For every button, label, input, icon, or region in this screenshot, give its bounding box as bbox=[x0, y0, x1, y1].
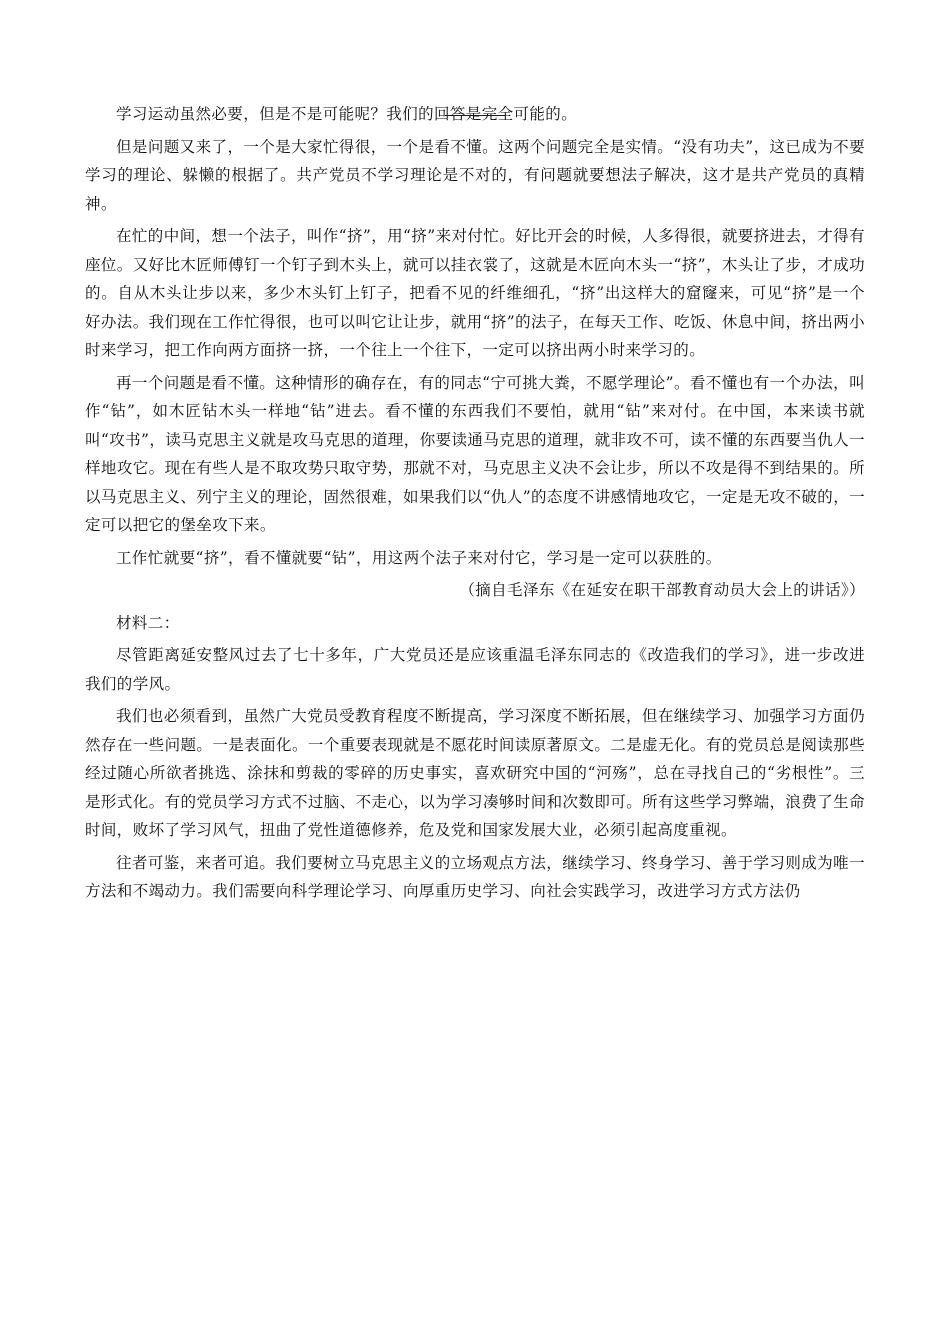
paragraph: 在忙的中间，想一个法子，叫作“挤”，用“挤”来对付忙。好比开会的时候，人多得很，就要挤进去，才得有座位。又好比木匠师傅钉一个钉子到木头上，就可以挂衣裳了，这就是木匠向木头一“挤”，木头让了步，才成功的。自从木头让步以来，多少木头钉上钉子，把看不见的纤维细孔，“挤”出这样大的窟窿来，可见“挤”是一个好办法。我们现在工作忙得很，也可以叫它让让步，就用“挤”的法子，在每天工作、吃饭、休息中间，挤出两小时来学习，把工作向两方面挤一挤，一个往上一个往下，一定可以挤出两小时来学习的。 bbox=[85, 227, 865, 359]
paragraph: 我们也必须看到，虽然广大党员受教育程度不断提高，学习深度不断拓展，但在继续学习、加强学习方面仍然存在一些问题。一是表面化。一个重要表现就是不愿花时间读原著原文。二是虚无化。有的党员总是阅读那些经过随心所欲者挑选、涂抹和剪裁的零碎的历史事实，喜欢研究中国的“河殇”，总在寻找自己的“劣根性”。三是形式化。有的党员学习方式不过脑、不走心，以为学习凑够时间和次数即可。所有这些学习弊端，浪费了生命时间，败坏了学习风气，扭曲了党性道德修养，危及党和国家发展大业，必须引起高度重视。 bbox=[85, 707, 865, 839]
source-citation: （摘自毛泽东《在延安在职干部教育动员大会上的讲话》） bbox=[459, 581, 865, 599]
paragraph: 工作忙就要“挤”，看不懂就要“钻”，用这两个法子来对付它，学习是一定可以获胜的。 bbox=[116, 548, 722, 567]
paragraph: 再一个问题是看不懂。这种情形的确存在，有的同志“宁可挑大粪，不愿学理论”。看不懂也有一个办法，叫作“钻”，如木匠钻木头一样地“钻”进去。看不懂的东西我们不要怕，就用“钻”来对付。在中国，本来读书就叫“攻书”，读马克思主义就是攻马克思的道理，你要读通马克思的道理，就非攻不可，读不懂的东西要当仇人一样地攻它。现在有些人是不取攻势只取守势，那就不对，马克思主义决不会让步，所以不攻是得不到结果的。所以马克思主义、列宁主义的理论，固然很难，如果我们以“仇人”的态度不讲感情地攻它，一定是无攻不破的，一定可以把它的堡垒攻下来。 bbox=[85, 373, 865, 534]
material-two bbox=[85, 609, 865, 906]
paragraph: 尽管距离延安整风过去了七十多年，广大党员还是应该重温毛泽东同志的《改造我们的学习》，进一步改进我们的学风。 bbox=[85, 646, 865, 693]
material-one bbox=[85, 100, 865, 605]
section-label: 材料二： bbox=[116, 613, 180, 632]
paragraph: 但是问题又来了，一个是大家忙得很，一个是看不懂。这两个问题完全是实情。“没有功夫”，这已成为不要学习的理论、躲懒的根据了。共产党员不学习理论是不对的，有问题就要想法子解决，这才是共产党员的真精神。 bbox=[85, 137, 865, 213]
document-page bbox=[85, 100, 865, 906]
paragraph: 往者可鉴，来者可追。我们要树立马克思主义的立场观点方法，继续学习、终身学习、善于学习则成为唯一方法和不竭动力。我们需要向科学理论学习、向厚重历史学习、向社会实践学习，改进学习方式方法仍 bbox=[85, 853, 865, 900]
paragraph: 学习运动虽然必要，但是不是可能呢？我们的回答是完全可能的。 bbox=[116, 105, 578, 123]
